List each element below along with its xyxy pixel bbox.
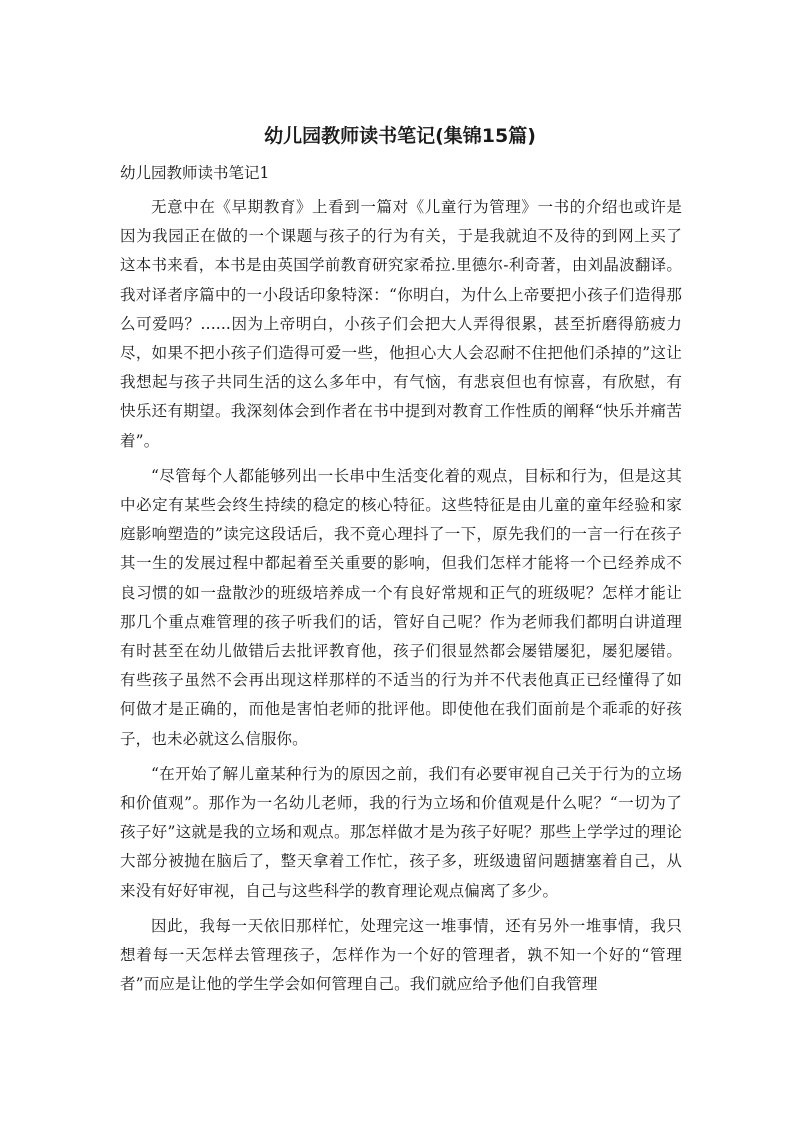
paragraph-2: “尽管每个人都能够列出一长串中生活变化着的观点，目标和行为，但是这其中必定有某些会终生持续的稳定的核心特征。这些特征是由儿童的童年经验和家庭影响塑造的”读完这段话后，我不竟心理抖了一下，原先我们的一言一行在孩子其一生的发展过程中都起着至关重要的影响，但我们怎样才能将一个已经养成不良习惯的如一盘散沙的班级培养成一个有良好常规和正气的班级呢？怎样才能让那几个重点难管理的孩子听我们的话，管好自己呢？作为老师我们都明白讲道理有时甚至在幼儿做错后去批评教育他，孩子们很显然都会屡错屡犯，屡犯屡错。有些孩子虽然不会再出现这样那样的不适当的行为并不代表他真正已经懂得了如何做才是正确的，而他是害怕老师的批评他。即使他在我们面前是个乖乖的好孩子，也未必就这么信服你。 [120, 466, 682, 748]
paragraph-3: “在开始了解儿童某种行为的原因之前，我们有必要审视自己关于行为的立场和价值观”。那作为一名幼儿老师，我的行为立场和价值观是什么呢？“一切为了孩子好”这就是我的立场和观点。那怎样做才是为孩子好呢？那些上学学过的理论大部分被抛在脑后了，整天拿着工作忙，孩子多，班级遗留问题搪塞着自己，从来没有好好审视，自己与这些科学的教育理论观点偏离了多少。 [120, 764, 682, 900]
paragraph-4: 因此，我每一天依旧那样忙，处理完这一堆事情，还有另外一堆事情，我只想着每一天怎样去管理孩子，怎样作为一个好的管理者，孰不知一个好的“管理者”而应是让他的学生学会如何管理自己。我们就应给予他们自我管理 [120, 916, 682, 994]
document-title: 幼儿园教师读书笔记(集锦15篇) [264, 125, 536, 147]
body-text [120, 193, 682, 1005]
section-heading: 幼儿园教师读书笔记1 [120, 164, 270, 182]
paragraph-1: 无意中在《早期教育》上看到一篇对《儿童行为管理》一书的介绍也或许是因为我园正在做的一个课题与孩子的行为有关，于是我就迫不及待的到网上买了这本书来看，本书是由英国学前教育研究家希拉.里德尔-利奇著，由刘晶波翻译。我对译者序篇中的一小段话印象特深：“你明白，为什么上帝要把小孩子们造得那么可爱吗？......因为上帝明白，小孩子们会把大人弄得很累，甚至折磨得筋疲力尽，如果不把小孩子们造得可爱一些，他担心大人会忍耐不住把他们杀掉的”这让我想起与孩子共同生活的这么多年中，有气恼，有悲哀但也有惊喜，有欣慰，有快乐还有期望。我深刻体会到作者在书中提到对教育工作性质的阐释“快乐并痛苦着”。 [120, 198, 682, 450]
